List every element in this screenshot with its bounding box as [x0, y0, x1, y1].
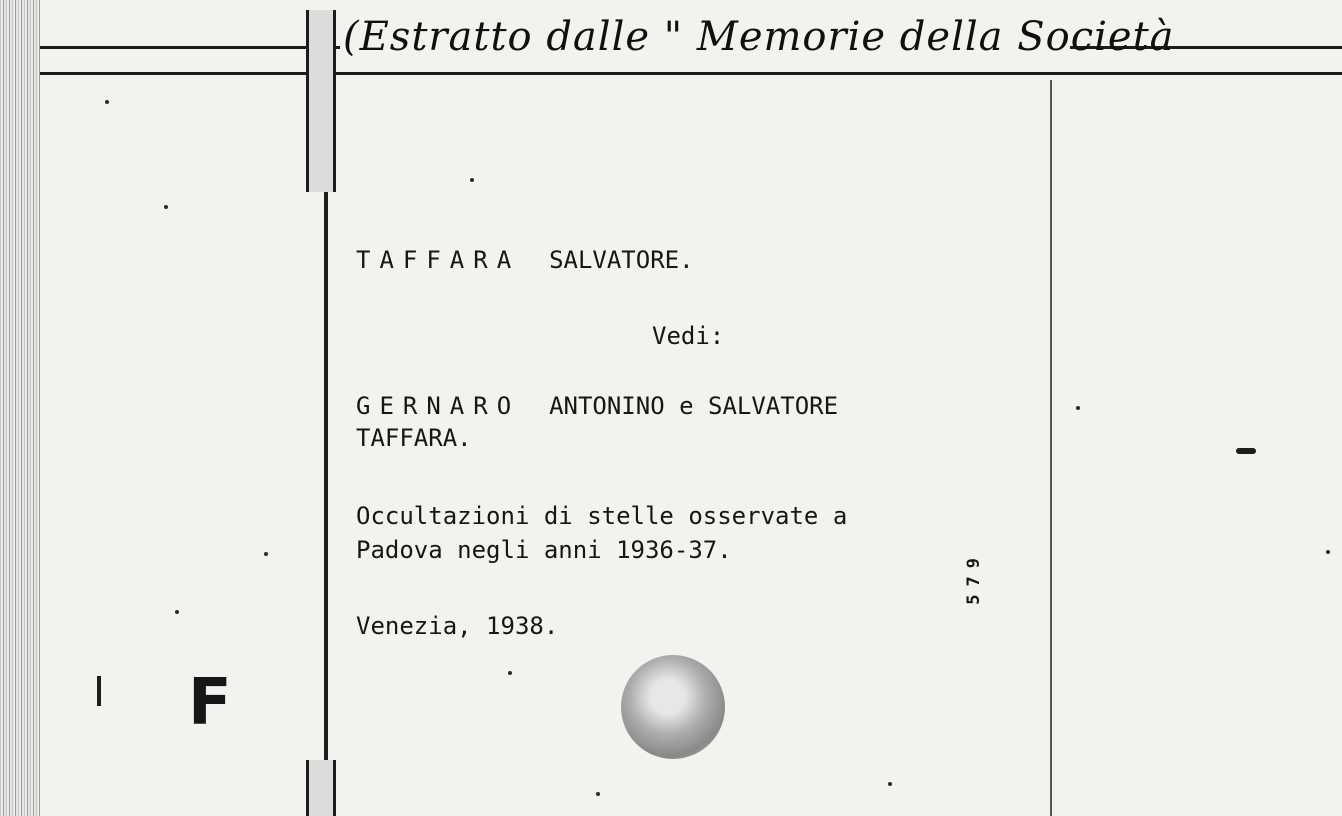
place-year: Venezia, 1938.	[356, 612, 559, 640]
author-line	[356, 244, 694, 276]
publication-title-line2: Padova negli anni 1936-37.	[356, 536, 732, 564]
reference-authors-line2: TAFFARA.	[356, 424, 472, 452]
publication-title-line1: Occultazioni di stelle osservate a	[356, 502, 848, 530]
speck	[470, 178, 474, 182]
speck	[1326, 550, 1330, 554]
left-tick-mark	[97, 676, 101, 706]
card-right-border	[1050, 80, 1052, 816]
scan-edge-left	[0, 0, 40, 816]
speck	[1076, 406, 1080, 410]
catalog-number: 579	[964, 550, 984, 605]
speck	[508, 671, 512, 675]
header-rule	[40, 72, 1342, 75]
arrow-mark	[1236, 448, 1256, 454]
reference-surname: GERNARO	[356, 392, 521, 420]
speck	[175, 610, 179, 614]
author-surname: TAFFARA	[356, 246, 521, 274]
letter-f-mark: F	[188, 666, 232, 740]
card-left-border	[324, 192, 328, 760]
speck	[888, 782, 892, 786]
punch-hole	[621, 655, 725, 759]
binding-strip-lower	[306, 760, 336, 816]
speck	[596, 792, 600, 796]
reference-authors-line1	[356, 390, 838, 422]
binding-strip	[306, 10, 336, 192]
speck	[105, 100, 109, 104]
speck	[264, 552, 268, 556]
handwritten-header: (Estratto dalle " Memorie della Società	[343, 14, 1175, 60]
reference-rest: ANTONINO e SALVATORE	[549, 392, 839, 420]
top-rule	[40, 46, 340, 49]
see-label: Vedi:	[652, 322, 725, 350]
author-given-name: SALVATORE.	[549, 246, 694, 274]
speck	[164, 205, 168, 209]
